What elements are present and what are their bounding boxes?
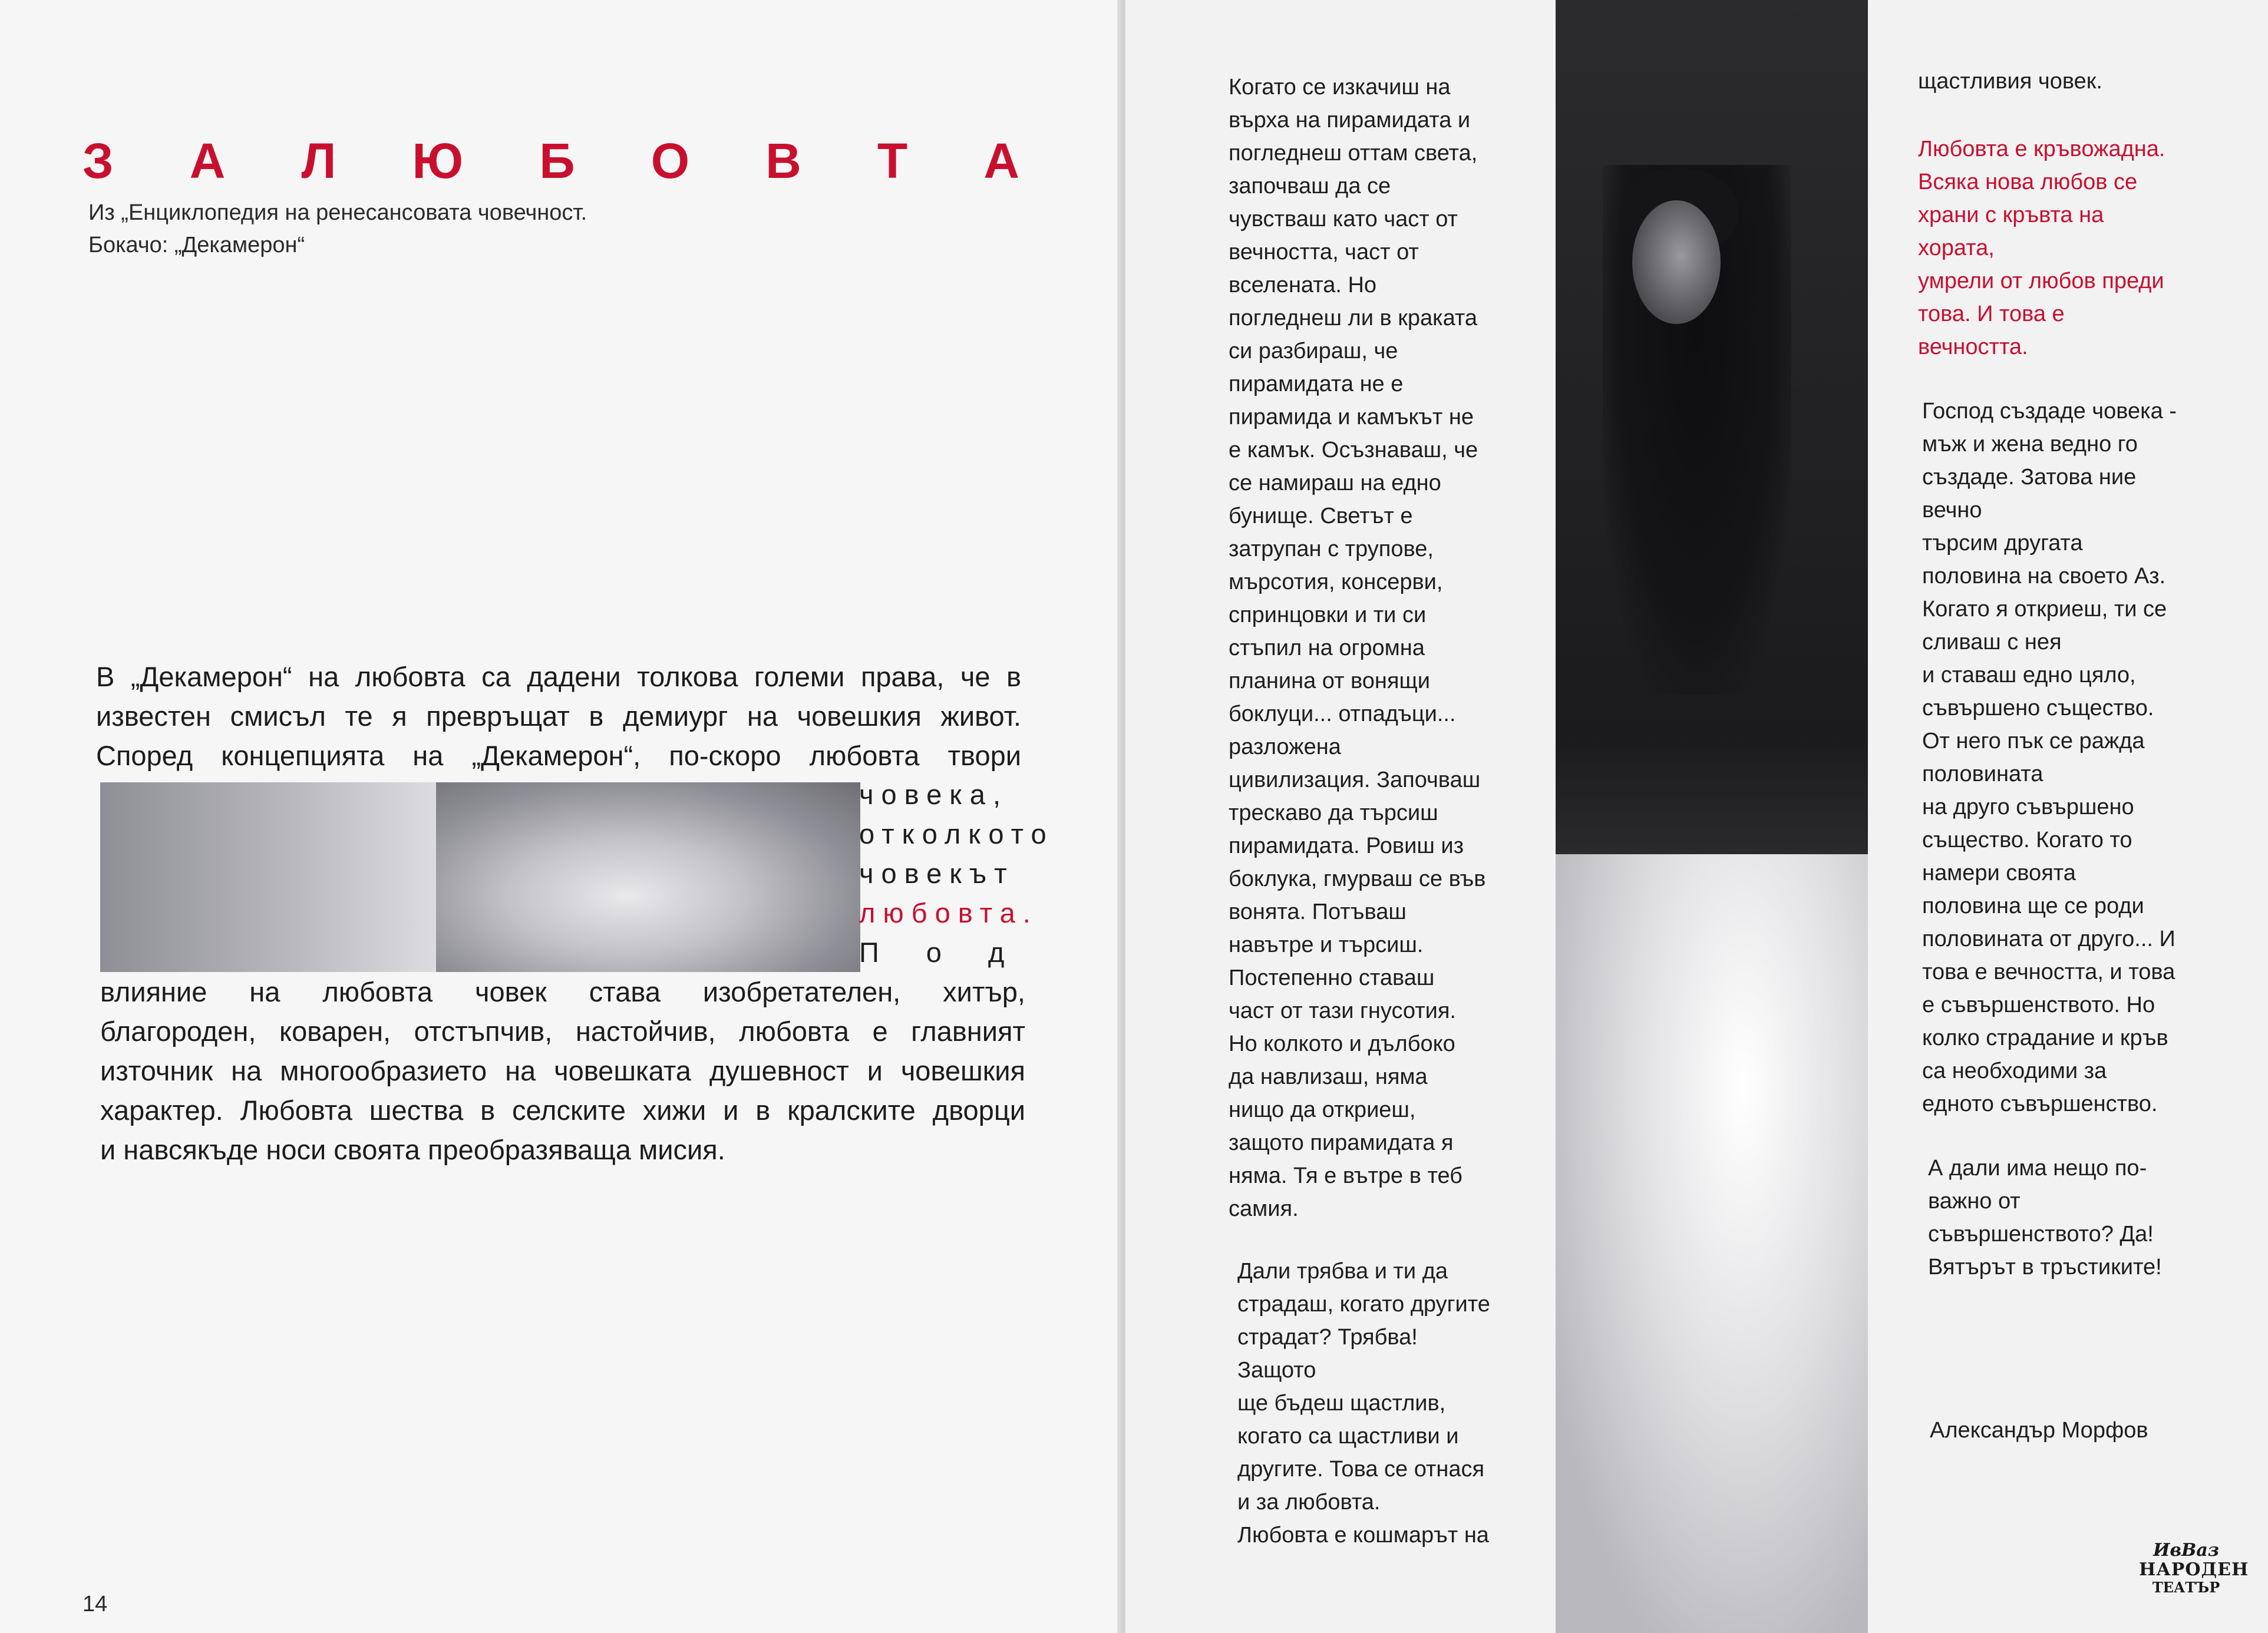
photo-draped-figure bbox=[100, 782, 860, 972]
page-title bbox=[82, 133, 1019, 190]
wrap-text bbox=[859, 775, 1054, 972]
title-letter: А bbox=[983, 133, 1019, 189]
body-line: В „Декамерон“ на любовта са дадени толкова големи права, че в bbox=[96, 661, 1021, 692]
gradient-panel bbox=[100, 782, 436, 972]
title-letter: Ю bbox=[412, 133, 464, 189]
theatre-logo bbox=[2139, 1540, 2249, 1605]
body-line: характер. Любовта шества в селските хижи и в кралските дворци bbox=[100, 1095, 1025, 1126]
logo-line: НАРОДЕН bbox=[2139, 1559, 2249, 1580]
main-paragraph bbox=[100, 972, 1025, 1169]
photo-sheet bbox=[1556, 854, 1868, 1633]
body-line: известен смисъл те я превръщат в демиург на човешкия живот. bbox=[96, 700, 1021, 732]
title-letter: В bbox=[765, 133, 801, 189]
page-number: 14 bbox=[82, 1592, 108, 1617]
source-line-2: Бокачо: „Декамерон“ bbox=[88, 233, 305, 257]
logo-script: ИвВаз bbox=[2153, 1540, 2219, 1561]
logo-line: ТЕАТЪР bbox=[2152, 1579, 2220, 1596]
column2-text: Господ създаде човека - мъж и жена ведно го създаде. Затова ние вечно търсим другата половина на своето Аз. Когато я откриеш, ти се сливаш с нея и ставаш едно цяло, съвършено същество. От него пък се ражда половината на друго съвършено същество. Когато то намери своята половина ще се роди половината от друго... И това е вечността, и това е съвършенството. Но колко страдание и кръв са необходими за едното съвършенство. bbox=[1922, 399, 2177, 1116]
title-letter: А bbox=[189, 133, 226, 189]
wrap-line: Под bbox=[859, 937, 1052, 968]
wrap-line: отколкото bbox=[859, 818, 1054, 849]
title-letter: О bbox=[651, 133, 690, 189]
column1-text-2: Дали трябва и ти да страдаш, когато другите страдат? Трябва! Защото ще бъдеш щастлив, когато са щастливи и другите. Това се отнася и за любовта. Любовта е кошмарът на bbox=[1237, 1259, 1490, 1548]
body-line: благороден, коварен, отстъпчив, настойчив, любовта е главният bbox=[100, 1016, 1025, 1047]
photo-cloth bbox=[436, 782, 860, 972]
column2-red-text: Любовта е кръвожадна. Всяка нова любов се храни с кръвта на хората, умрели от любов преди това. И това е вечността. bbox=[1918, 137, 2165, 359]
column2-text-2: А дали има нещо по- важно от съвършенството? Да! Вятърът в тръстиките! bbox=[1928, 1156, 2162, 1280]
column2-top: щастливия човек. bbox=[1918, 69, 2102, 94]
wrap-line: човекът bbox=[859, 858, 1015, 889]
photo-man bbox=[1556, 0, 1868, 1633]
title-letter: З bbox=[82, 133, 114, 189]
body-line: източник на многообразието на човешката душевност и човешкия bbox=[100, 1055, 1025, 1086]
intro-paragraph bbox=[96, 657, 1021, 775]
wrap-line: човека, bbox=[859, 779, 1008, 810]
body-line: и навсякъде носи своята преобразяваща мисия. bbox=[100, 1134, 725, 1165]
column1-text: Когато се изкачиш на върха на пирамидата и погледнеш оттам света, започваш да се чувстваш като част от вечността, част от вселената. Но погледнеш ли в краката си разбираш, че пирамидата не е пирамида и камъкът не е камък. Осъзнаваш, че се намираш на едно бунище. Светът е затрупан с трупове, мърсотия, консерви, спринцовки и ти си стъпил на огромна планина от вонящи боклуци... отпадъци... разложена цивилизация. Започваш трескаво да търсиш пирамидата. Ровиш из боклука, гмурваш се във вонята. Потъваш навътре и търсиш. Постепенно ставаш част от тази гнусотия. Но колкото и дълбоко да навлизаш, няма нищо да откриеш, защото пирамидата я няма. Тя е вътре в теб самия. bbox=[1229, 75, 1486, 1221]
title-letter: Б bbox=[539, 133, 575, 189]
wrap-line-red: любовта. bbox=[859, 897, 1038, 928]
source-line-1: Из „Енциклопедия на ренесансовата човечност. bbox=[88, 200, 587, 225]
title-letter: Т bbox=[877, 133, 908, 189]
title-letter: Л bbox=[301, 133, 336, 189]
author-signature: Александър Морфов bbox=[1930, 1418, 2148, 1443]
photo-face bbox=[1632, 200, 1721, 324]
body-line: Според концепцията на „Декамерон“, по-скоро любовта твори bbox=[96, 740, 1021, 771]
body-line: влияние на любовта човек става изобретателен, хитър, bbox=[100, 976, 1025, 1007]
left-page bbox=[0, 0, 1120, 1633]
